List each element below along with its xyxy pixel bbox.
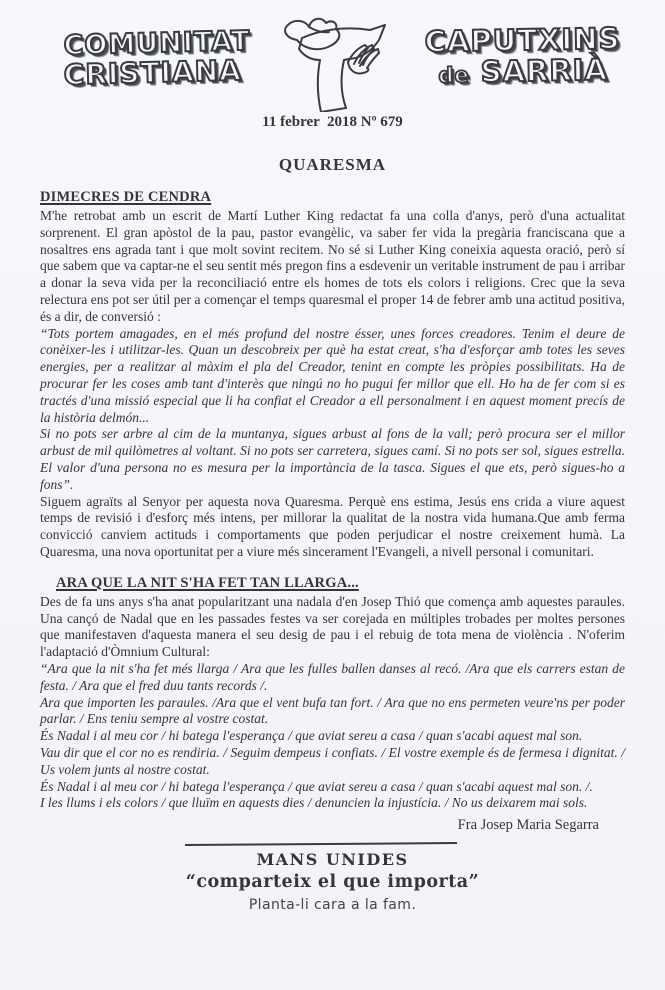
brand-right-wordmark <box>424 21 622 89</box>
verse: Ara que importen les paraules. /Ara que el vent bufa tan fort. / Ara que no ens permeten veure'ns per poder parlar. / Ens teniu sempre al vostre costat. <box>40 694 625 727</box>
campaign-tagline: Planta-li cara a la fam. <box>248 897 417 914</box>
campaign-footer <box>40 843 625 913</box>
brand-right-line1: CAPUTXINS <box>424 21 622 59</box>
quote-paragraph: Si no pots ser arbre al cim de la muntanya, sigues arbust al fons de la vall; però procura ser el millor arbust de mil quilòmetres al voltant. Si no pots ser carretera, sigues camí. Si no pots ser sol, sigues estrella. El valor d'una persona no es mesura per la importància de la tasca. Sigues el que ets, però sigues-ho a fons”. <box>40 426 625 492</box>
brand-left-wordmark <box>63 25 251 92</box>
brand-right-line2 <box>425 52 621 89</box>
masthead <box>0 0 665 112</box>
verse: És Nadal i al meu cor / hi batega l'esperança / que aviat sereu a casa / quan s'acabi aquest mal son. <box>40 728 583 744</box>
tau-cross-logo <box>266 12 398 112</box>
tau-cross-logo-icon <box>266 12 398 112</box>
issue-date-line: 11 febrer 2018 Nº 679 <box>262 114 403 130</box>
verse: Vau dir que el cor no es rendiria. / Seguim dempeus i confiats. / El vostre exemple és de fermesa i dignitat. / Us volem junts al nostre costat. <box>40 744 625 777</box>
section-heading: DIMECRES DE CENDRA <box>40 189 212 205</box>
footer-divider <box>184 842 456 846</box>
quote-paragraph: “Tots portem amagades, en el més profund del nostre ésser, unes forces creadores. Tenim el deure de conèixer-les i utilitzar-les. Quan un descobreix per què ha estat creat, s'ha d'esforçar amb totes les seves energies, per a realitzar al màxim el pla del Creador, tenint en compte les pròpies possibilitats. Ha de procurar fer les coses amb tant d'interès que ningú no ho pugui fer millor que ell. Ho ha de fer com si es tractés d'una missió especial que li ha confiat el Creador a ell personalment i en aquest moment precís de la història delmón... <box>40 325 625 425</box>
signature: Fra Josep Maria Segarra <box>457 817 599 834</box>
brand-right-sarria: SARRIÀ <box>480 52 609 89</box>
brand-right-de: de <box>438 62 471 88</box>
brand-left-line2: CRISTIANA <box>63 53 243 92</box>
verse: I les llums i els colors / que lluïm en aquests dies / denuncien la injustícia. / No us deixarem mai sols. <box>40 795 588 811</box>
section-heading: ARA QUE LA NIT S'HA FET TAN LLARGA... <box>56 574 359 591</box>
campaign-title: MANS UNIDES <box>256 850 409 870</box>
campaign-slogan: “comparteix el que importa” <box>185 872 480 893</box>
verse: “Ara que la nit s'ha fet més llarga / Ara que les fulles ballen danses al recó. /Ara que els carrers estan de festa. / Ara que el fred duu tants records /. <box>40 660 625 693</box>
paragraph: Des de fa uns anys s'ha anat popularitzant una nadala d'en Josep Thió que comença amb aquestes paraules. Una cançó de Nadal que en les passades festes va ser corejada en múltiples trobades per moltes persones que manifestaven d'aquesta manera el seu desig de pau i el rebuig de tota mena de violència . N'oferim l'adaptació d'Òmnium Cultural: <box>40 593 625 660</box>
section-dimecres-de-cendra <box>40 189 625 561</box>
page-title: QUARESMA <box>278 155 387 174</box>
verse: És Nadal i al meu cor / hi batega l'esperança / que aviat sereu a casa / quan s'acabi aquest mal son. /. <box>40 778 593 794</box>
paragraph: Siguem agraïts al Senyor per aquesta nova Quaresma. Perquè ens estima, Jesús ens crida a viure aquest temps de revisió i d'esforç més intens, per millorar la qualitat de la nostra vida humana.Que amb ferma convicció canviem actituds i comportaments que poden perjudicar el nostre creixement humà. La Quaresma, una nova oportunitat per a viure més sincerament l'Evangeli, a nivell personal i comunitari. <box>40 493 625 559</box>
page-body <box>0 155 665 913</box>
section-ara-que-la-nit <box>40 575 625 812</box>
brand-left-line1: COMUNITAT <box>63 25 251 62</box>
paragraph: M'he retrobat amb un escrit de Martí Luther King redactat fa una colla d'anys, però d'una actualitat sorprenent. El gran apòstol de la pau, pastor evangèlic, va saber fer vida la pregària franciscana que a nosaltres ens agrada tant i que molt sovint recitem. No sé si Luther King coneixia aquesta oració, però sí que sabem que va captar-ne el seu sentit més pregon fins a esdevenir un veritable instrument de pau i arribar a donar la seva vida per la reconciliació entre els homes de tots els colors i religions. Crec que la seva relectura ens pot ser útil per a començar el temps quaresmal el proper 14 de febrer amb una actitud positiva, és a dir, de conversió : <box>40 208 625 324</box>
